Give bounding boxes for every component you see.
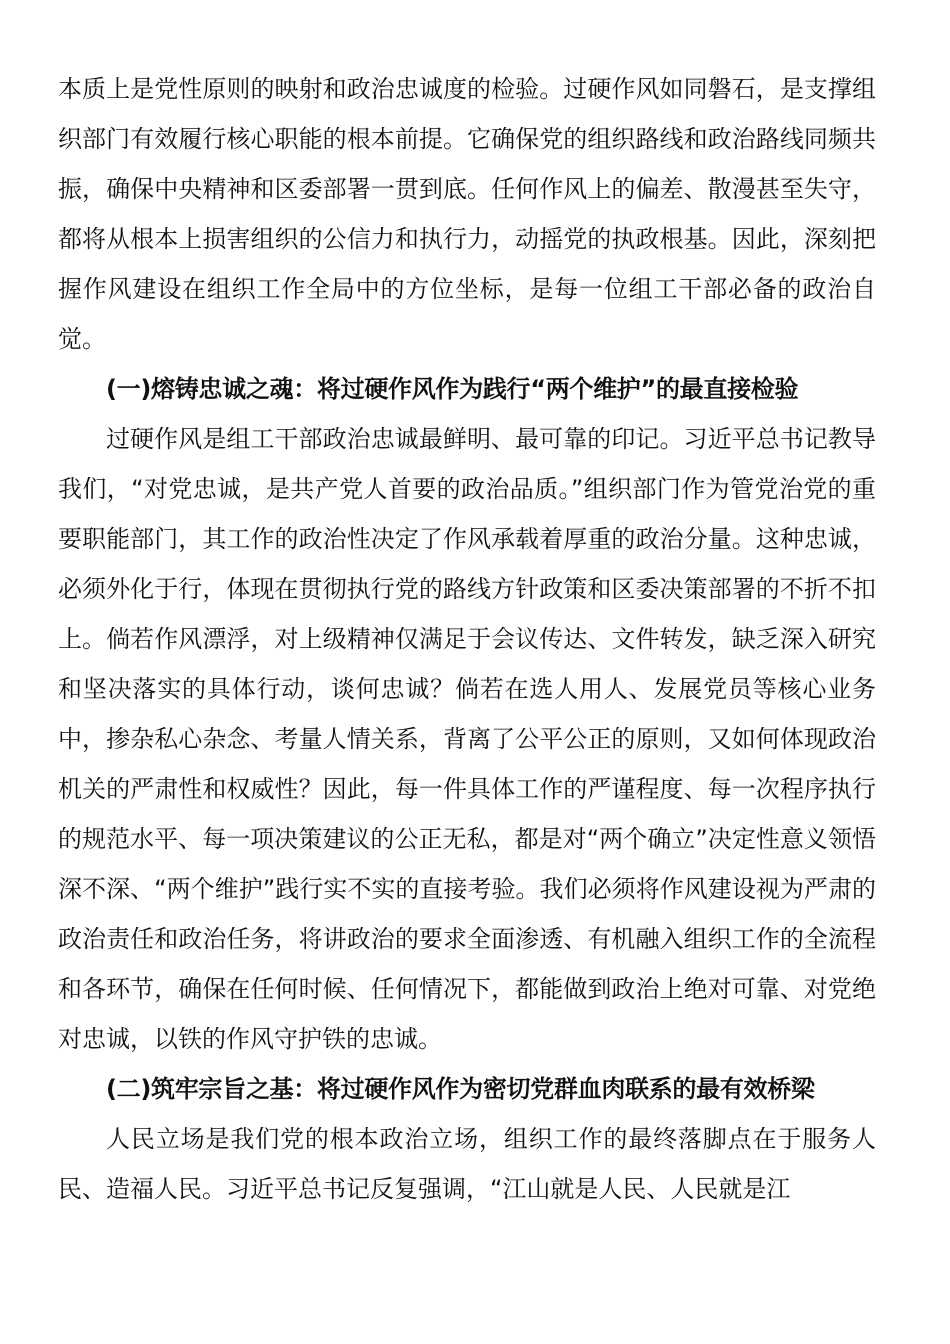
document-page	[58, 64, 876, 1214]
body-paragraph-intro: 本质上是党性原则的映射和政治忠诚度的检验。过硬作风如同磐石，是支撑组织部门有效履行核心职能的根本前提。它确保党的组织路线和政治路线同频共振，确保中央精神和区委部署一贯到底。任何作风上的偏差、散漫甚至失守，都将从根本上损害组织的公信力和执行力，动摇党的执政根基。因此，深刻把握作风建设在组织工作全局中的方位坐标，是每一位组工干部必备的政治自觉。	[58, 75, 876, 353]
section-heading-1: (一)熔铸忠诚之魂：将过硬作风作为践行“两个维护”的最直接检验	[106, 375, 799, 403]
body-paragraph-section-1: 过硬作风是组工干部政治忠诚最鲜明、最可靠的印记。习近平总书记教导我们，“对党忠诚，是共产党人首要的政治品质。”组织部门作为管党治党的重要职能部门，其工作的政治性决定了作风承载着厚重的政治分量。这种忠诚，必须外化于行，体现在贯彻执行党的路线方针政策和区委决策部署的不折不扣上。倘若作风漂浮，对上级精神仅满足于会议传达、文件转发，缺乏深入研究和坚决落实的具体行动，谈何忠诚？倘若在选人用人、发展党员等核心业务中，掺杂私心杂念、考量人情关系，背离了公平公正的原则，又如何体现政治机关的严肃性和权威性？因此，每一件具体工作的严谨程度、每一次程序执行的规范水平、每一项决策建议的公正无私，都是对“两个确立”决定性意义领悟深不深、“两个维护”践行实不实的直接考验。我们必须将作风建设视为严肃的政治责任和政治任务，将讲政治的要求全面渗透、有机融入组织工作的全流程和各环节，确保在任何时候、任何情况下，都能做到政治上绝对可靠、对党绝对忠诚，以铁的作风守护铁的忠诚。	[58, 425, 876, 1053]
body-paragraph-section-2: 人民立场是我们党的根本政治立场，组织工作的最终落脚点在于服务人民、造福人民。习近平总书记反复强调，“江山就是人民、人民就是江	[58, 1125, 876, 1203]
section-heading-2: (二)筑牢宗旨之基：将过硬作风作为密切党群血肉联系的最有效桥梁	[106, 1075, 815, 1103]
